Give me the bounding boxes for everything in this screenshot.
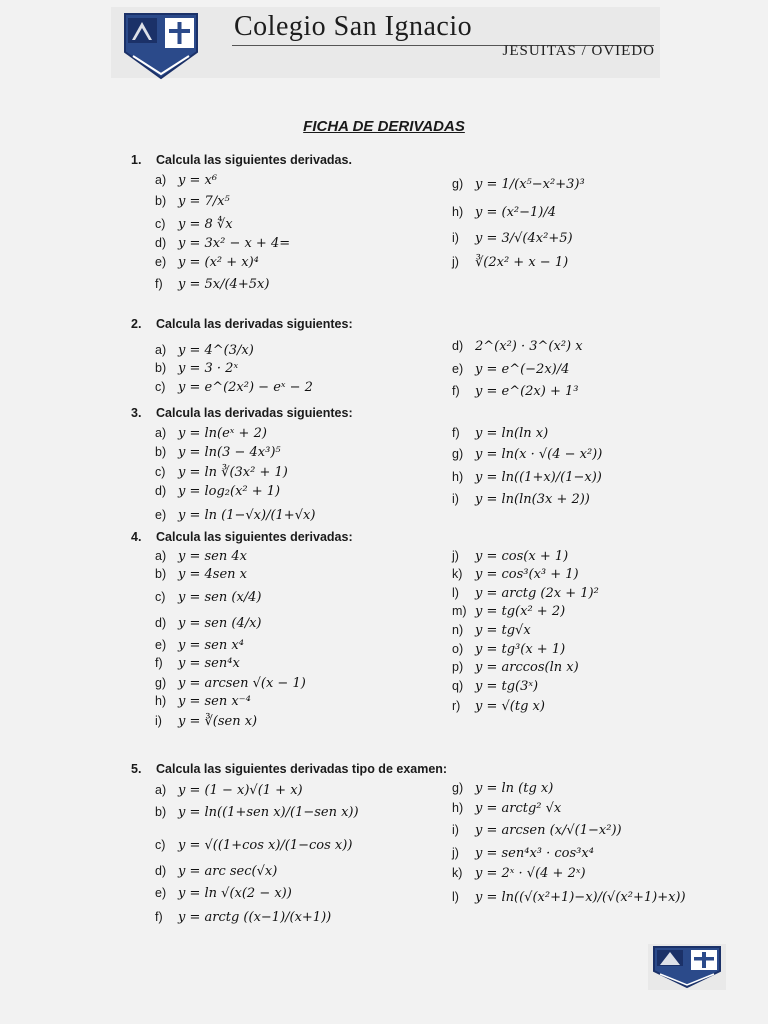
question-4-heading: 4. Calcula las siguientes derivadas:: [131, 530, 353, 544]
exercise-5l: l) y = ln((√(x²+1)−x)/(√(x²+1)+x)): [452, 890, 686, 905]
school-header: [111, 7, 660, 78]
exercise-3f: f) y = ln(ln x): [452, 426, 549, 441]
question-5-heading: 5. Calcula las siguientes derivadas tipo de examen:: [131, 762, 448, 776]
exercise-1i: i) y = 3/√(4x²+5): [452, 231, 573, 246]
exercise-5k: k) y = 2ˣ · √(4 + 2ˣ): [452, 866, 586, 881]
exercise-4l: l) y = arctg (2x + 1)²: [452, 586, 599, 601]
exercise-4d: d) y = sen (4/x): [155, 616, 262, 631]
exercise-3a: a) y = ln(eˣ + 2): [155, 426, 267, 441]
exercise-1e: e) y = (x² + x)⁴: [155, 255, 259, 270]
exercise-5i: i) y = arcsen (x/√(1−x²)): [452, 823, 622, 838]
exercise-1c: c) y = 8 ∜x: [155, 217, 233, 232]
exercise-4f: f) y = sen⁴x: [155, 656, 240, 671]
exercise-1j: j) ∛(2x² + x − 1): [452, 255, 569, 270]
exercise-2b: b) y = 3 · 2ˣ: [155, 361, 239, 376]
exercise-5e: e) y = ln √(x(2 − x)): [155, 886, 292, 901]
exercise-4a: a) y = sen 4x: [155, 549, 247, 564]
exercise-3h: h) y = ln((1+x)/(1−x)): [452, 470, 602, 485]
exercise-2c: c) y = e^(2x²) − eˣ − 2: [155, 380, 313, 395]
exercise-4o: o) y = tg³(x + 1): [452, 642, 566, 657]
exercise-1b: b) y = 7/x⁵: [155, 194, 230, 209]
exercise-5g: g) y = ln (tg x): [452, 781, 554, 796]
exercise-5f: f) y = arctg ((x−1)/(x+1)): [155, 910, 332, 925]
question-3-heading: 3. Calcula las derivadas siguientes:: [131, 406, 353, 420]
page-title: FICHA DE DERIVADAS: [303, 118, 465, 135]
exercise-4m: m) y = tg(x² + 2): [452, 604, 566, 619]
exercise-5c: c) y = √((1+cos x)/(1−cos x)): [155, 838, 353, 853]
exercise-5b: b) y = ln((1+sen x)/(1−sen x)): [155, 805, 359, 820]
exercise-1a: a) y = x⁶: [155, 173, 218, 188]
exercise-3c: c) y = ln ∛(3x² + 1): [155, 465, 288, 480]
exercise-5h: h) y = arctg² √x: [452, 801, 562, 816]
footer-crest-logo: [652, 945, 722, 989]
exercise-4j: j) y = cos(x + 1): [452, 549, 569, 564]
exercise-4b: b) y = 4sen x: [155, 567, 247, 582]
exercise-4i: i) y = ∛(sen x): [155, 714, 258, 729]
school-crest-logo: [123, 12, 199, 80]
exercise-2d: d) 2^(x²) · 3^(x²) x: [452, 339, 583, 354]
exercise-2f: f) y = e^(2x) + 1³: [452, 384, 579, 399]
exercise-4k: k) y = cos³(x³ + 1): [452, 567, 579, 582]
exercise-1h: h) y = (x²−1)/4: [452, 205, 557, 220]
exercise-4n: n) y = tg√x: [452, 623, 531, 638]
school-subtitle: JESUITAS / OVIEDO: [502, 43, 655, 59]
exercise-5a: a) y = (1 − x)√(1 + x): [155, 783, 303, 798]
exercise-3i: i) y = ln(ln(3x + 2)): [452, 492, 590, 507]
exercise-3d: d) y = log₂(x² + 1): [155, 484, 281, 499]
exercise-4q: q) y = tg(3ˣ): [452, 679, 539, 694]
exercise-3b: b) y = ln(3 − 4x³)⁵: [155, 445, 281, 460]
exercise-3g: g) y = ln(x · √(4 − x²)): [452, 447, 603, 462]
exercise-1d: d) y = 3x² − x + 4=: [155, 236, 291, 251]
footer-logo-area: [648, 944, 726, 990]
exercise-5d: d) y = arc sec(√x): [155, 864, 278, 879]
exercise-1f: f) y = 5x/(4+5x): [155, 277, 270, 292]
exercise-3e: e) y = ln (1−√x)/(1+√x): [155, 508, 316, 523]
question-2-heading: 2. Calcula las derivadas siguientes:: [131, 317, 353, 331]
question-1-heading: 1. Calcula las siguientes derivadas.: [131, 153, 352, 167]
exercise-2a: a) y = 4^(3/x): [155, 343, 254, 358]
exercise-4e: e) y = sen x⁴: [155, 638, 244, 653]
exercise-4r: r) y = √(tg x): [452, 699, 545, 714]
exercise-1g: g) y = 1/(x⁵−x²+3)³: [452, 177, 585, 192]
school-name: Colegio San Ignacio: [234, 11, 473, 42]
exercise-4c: c) y = sen (x/4): [155, 590, 262, 605]
exercise-4h: h) y = sen x⁻⁴: [155, 694, 251, 709]
exercise-5j: j) y = sen⁴x³ · cos³x⁴: [452, 846, 594, 861]
exercise-2e: e) y = e^(−2x)/4: [452, 362, 570, 377]
exercise-4g: g) y = arcsen √(x − 1): [155, 676, 306, 691]
exercise-4p: p) y = arccos(ln x): [452, 660, 579, 675]
